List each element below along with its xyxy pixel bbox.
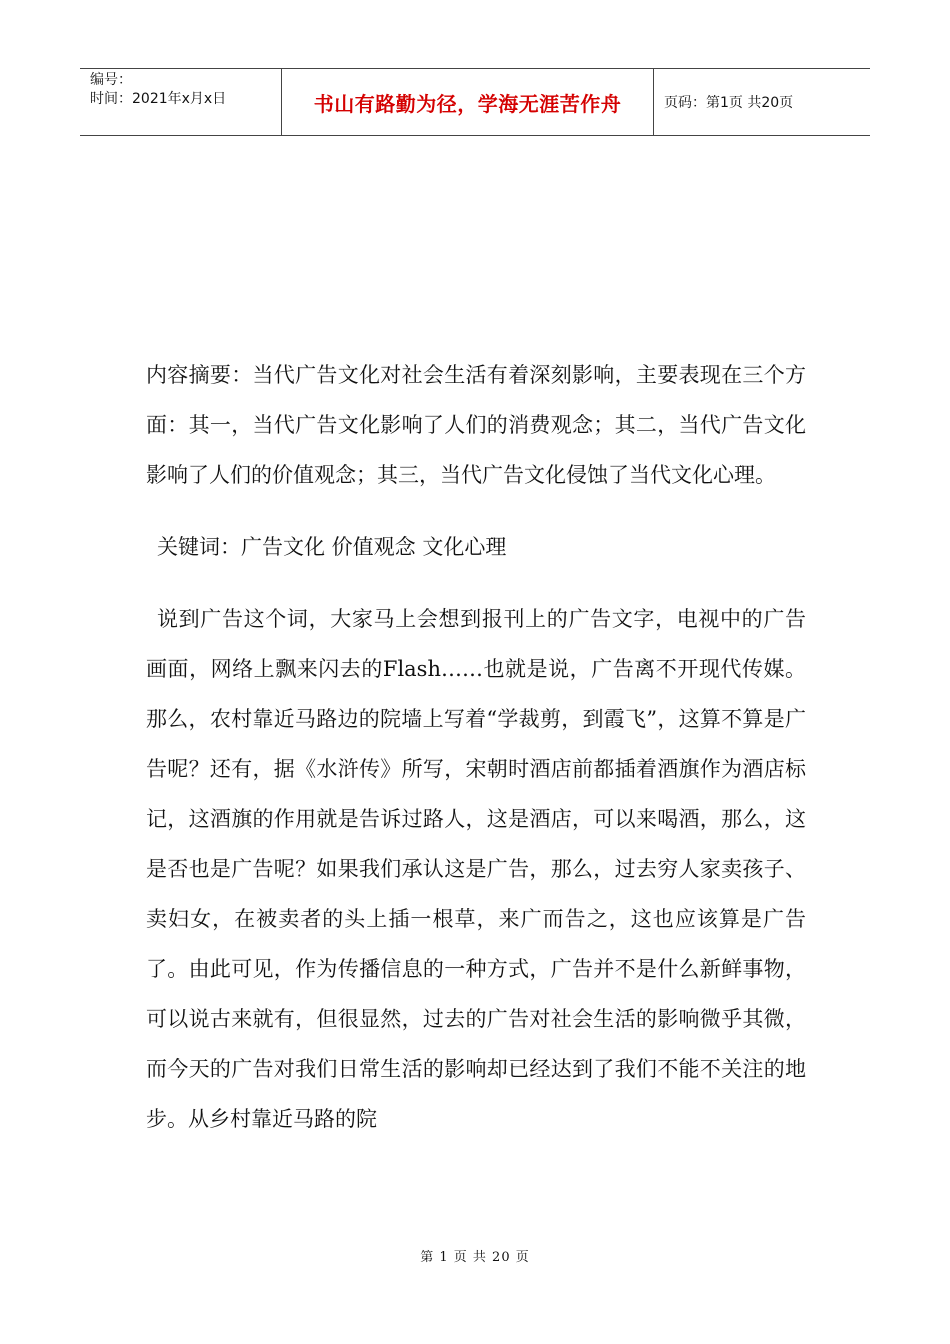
page-footer: 第 1 页 共 20 页 bbox=[420, 1250, 530, 1265]
page-header bbox=[80, 68, 870, 136]
document-body bbox=[146, 350, 806, 1144]
header-page-info: 页码：第1页 共20页 bbox=[664, 95, 794, 111]
date-label: 时间：2021年x月x日 bbox=[90, 91, 227, 107]
body-paragraph: 说到广告这个词，大家马上会想到报刊上的广告文字，电视中的广告画面，网络上飘来闪去的Flash……也就是说，广告离不开现代传媒。那么，农村靠近马路边的院墙上写着“学裁剪，到霞飞”，这算不算是广告呢？还有，据《水浒传》所写，宋朝时酒店前都插着酒旗作为酒店标记，这酒旗的作用就是告诉过路人，这是酒店，可以来喝酒，那么，这是否也是广告呢？如果我们承认这是广告，那么，过去穷人家卖孩子、卖妇女，在被卖者的头上插一根草，来广而告之，这也应该算是广告了。由此可见，作为传播信息的一种方式，广告并不是什么新鲜事物，可以说古来就有，但很显然，过去的广告对社会生活的影响微乎其微，而今天的广告对我们日常生活的影响却已经达到了我们不能不关注的地步。从乡村靠近马路的院 bbox=[146, 607, 806, 1131]
abstract-paragraph: 内容摘要：当代广告文化对社会生活有着深刻影响，主要表现在三个方面：其一，当代广告文化影响了人们的消费观念；其二，当代广告文化影响了人们的价值观念；其三，当代广告文化侵蚀了当代文化心理。 bbox=[146, 363, 806, 487]
keywords-line: 关键词：广告文化 价值观念 文化心理 bbox=[157, 535, 507, 559]
serial-number-label: 编号： bbox=[90, 72, 132, 88]
header-motto: 书山有路勤为径，学海无涯苦作舟 bbox=[282, 69, 654, 135]
header-meta bbox=[80, 69, 282, 135]
